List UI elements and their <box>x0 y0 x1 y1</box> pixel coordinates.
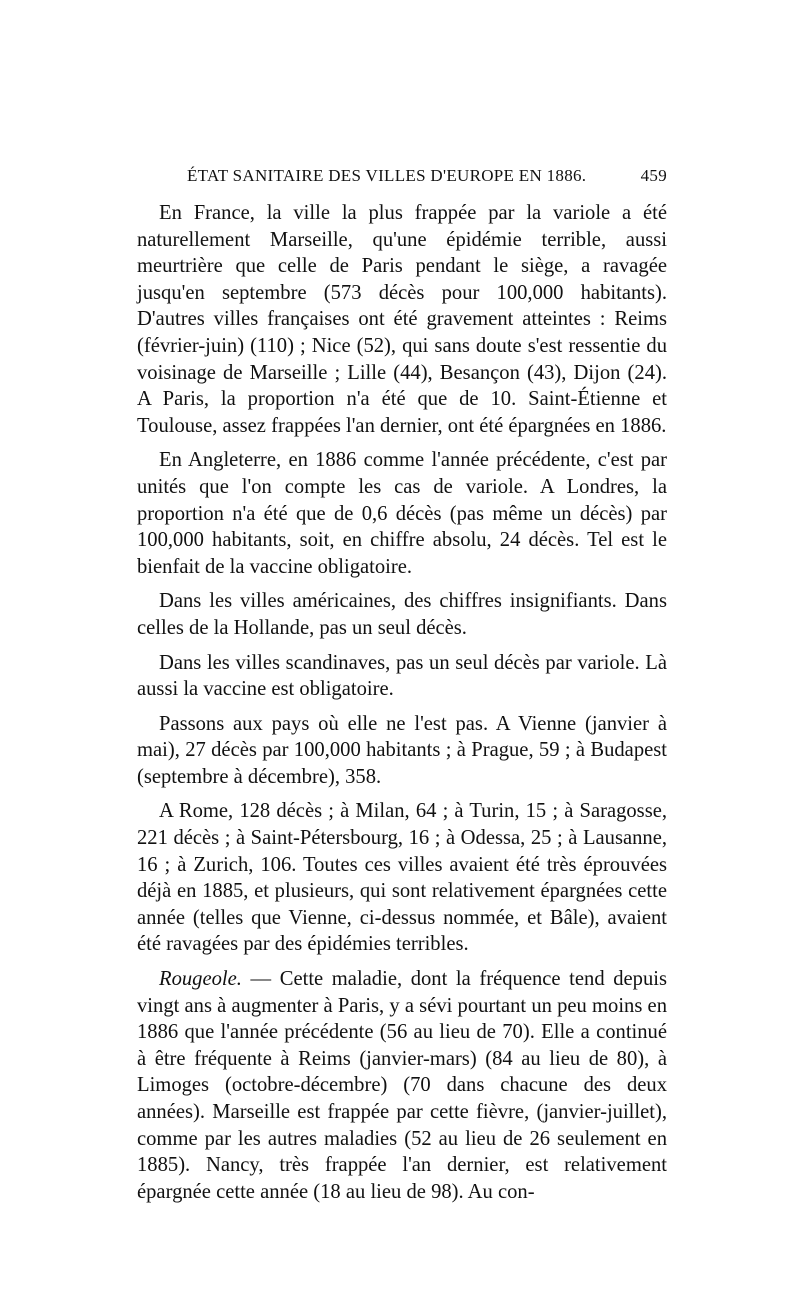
paragraph-variole-france: En France, la ville la plus frappée par la variole a été naturellement Marseille, qu'une épidémie terrible, aussi meurtrière que celle de Paris pendant le siège, a ravagée jusqu'en septembre (573 décès pour 100,000 habitants). D'autres villes françaises ont été gravement atteintes : Reims (février-juin) (110) ; Nice (52), qui sans doute s'est ressentie du voisinage de Marseille ; Lille (44), Besançon (43), Dijon (24). A Paris, la proportion n'a été que de 10. Saint-Étienne et Toulouse, assez frappées l'an dernier, ont été épargnées en 1886. <box>137 202 667 437</box>
body-text <box>137 200 667 1211</box>
paragraph-angleterre: En Angleterre, en 1886 comme l'année précédente, c'est par unités que l'on compte les cas de variole. A Londres, la proportion n'a été que de 0,6 décès (pas même un décès) par 100,000 habitants, soit, en chiffre absolu, 24 décès. Tel est le bienfait de la vaccine obligatoire. <box>137 449 667 578</box>
section-heading-rougeole: Rougeole. <box>159 968 242 991</box>
paragraph-rome: A Rome, 128 décès ; à Milan, 64 ; à Turin, 15 ; à Saragosse, 221 décès ; à Saint-Pétersbourg, 16 ; à Odessa, 25 ; à Lausanne, 16 ; à Zurich, 106. Toutes ces villes avaient été très éprouvées déjà en 1885, et plusieurs, qui sont relativement épargnées cette année (telles que Vienne, ci-dessus nommée, et Bâle), avaient été ravagées par des épidémies terribles. <box>137 800 667 956</box>
running-title: ÉTAT SANITAIRE DES VILLES D'EUROPE EN 1886. <box>187 166 587 185</box>
paragraph-vienne: Passons aux pays où elle ne l'est pas. A Vienne (janvier à mai), 27 décès par 100,000 habitants ; à Prague, 59 ; à Budapest (septembre à décembre), 358. <box>137 712 667 788</box>
paragraph-rougeole: Rougeole. — Cette maladie, dont la fréquence tend depuis vingt ans à augmenter à Paris, y a sévi pourtant un peu moins en 1886 que l'année précédente (56 au lieu de 70). Elle a continué à être fréquente à Reims (janvier-mars) (84 au lieu de 80), à Limoges (octobre-décembre) (70 dans chacune des deux années). Marseille est frappée par cette fièvre, (janvier-juillet), comme par les autres maladies (52 au lieu de 26 seulement en 1885). Nancy, très frappée l'an dernier, est relativement épargnée cette année (18 au lieu de 98). Au con- <box>137 968 667 1203</box>
paragraph-scandinaves: Dans les villes scandinaves, pas un seul décès par variole. Là aussi la vaccine est obligatoire. <box>137 651 667 701</box>
running-header <box>187 166 667 194</box>
paragraph-americaines: Dans les villes américaines, des chiffres insignifiants. Dans celles de la Hollande, pas un seul décès. <box>137 590 667 639</box>
page-number: 459 <box>640 166 667 185</box>
